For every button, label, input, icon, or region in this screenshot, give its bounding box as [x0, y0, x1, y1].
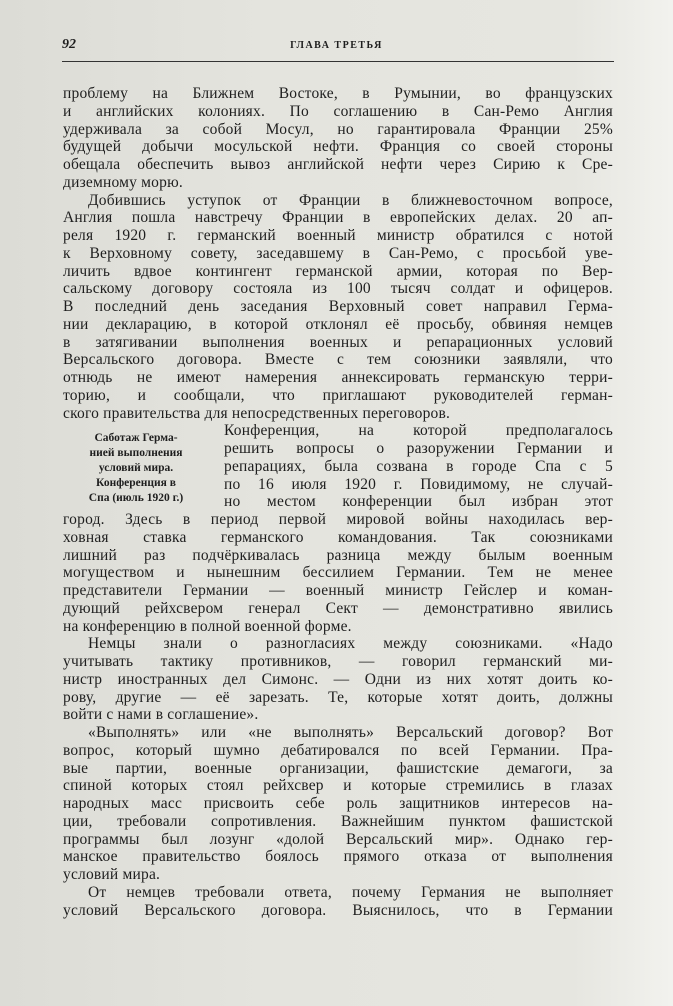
text-line: Добившись уступок от Франции в ближневосточном вопросе, [88, 191, 613, 209]
text-line: В последний день заседания Верховный совет направил Герма- [63, 298, 613, 315]
text-line: условий Версальского договора. Выяснилось, что в Германии [63, 901, 613, 919]
margin-note-line: условий мира. [98, 462, 174, 474]
text-line: условий мира. [63, 866, 161, 883]
margin-note-line: Спа (июль 1920 г.) [88, 492, 184, 504]
text-line: ского правительства для непосредственных переговоров. [63, 404, 451, 422]
text-line: репарациях, была созвана в городе Спа с 5 [224, 457, 613, 475]
text-line: реля 1920 г. германский военный министр обратился с нотой [63, 227, 613, 244]
text-line: войти с нами в соглашение». [63, 706, 259, 724]
text-line: рову, другие — её зарезать. Те, которые хотят доить, должны [63, 688, 613, 706]
margin-note-line: Конференция в [96, 477, 176, 489]
margin-note-line: Саботаж Герма- [94, 432, 178, 444]
text-line: народных масс присвоить себе роль защитников интересов на- [63, 795, 613, 812]
text-line: лишний раз подчёркивалась разница между былым военным [63, 546, 613, 564]
text-line: удерживала за собой Мосул, но гарантировала Франции 25% [63, 120, 613, 138]
text-line: От немцев требовали ответа, почему Германия не выполняет [88, 883, 613, 901]
text-line: сальскому договору состояла из 100 тысяч солдат и офицеров. [63, 280, 613, 298]
text-line: вопрос, который шумно дебатировался по всей Германии. Пра- [63, 741, 613, 759]
text-line: ховная ставка германского командования. Так союзниками [63, 528, 613, 546]
text-line: личить вдвое контингент германской армии, которая по Вер- [63, 262, 613, 280]
text-line: в затягивании выполнения военных и репарационных условий [63, 333, 613, 351]
running-head: ГЛАВА ТРЕТЬЯ [290, 40, 383, 51]
page-number: 92 [62, 37, 76, 52]
text-line: на конференцию в полной военной форме. [63, 617, 352, 635]
text-line: нистр иностранных дел Симонс. — Одни из них хотят доить ко- [63, 670, 613, 688]
text-line: по 16 июля 1920 г. Повидимому, не случай- [224, 475, 613, 493]
text-line: проблему на Ближнем Востоке, в Румынии, во французских [63, 85, 613, 102]
text-line: учитывать тактику противников, — говорил германский ми- [63, 653, 613, 670]
text-line: Англия пошла навстречу Франции в европейских делах. 20 ап- [63, 209, 613, 227]
text-line: «Выполнять» или «не выполнять» Версальский договор? Вот [88, 724, 613, 741]
text-line: город. Здесь в период первой мировой войны находилась вер- [63, 511, 613, 528]
text-line: ции, требовали сопротивления. Важнейшим пунктом фашистской [63, 812, 613, 830]
text-line: манское правительство боялось прямого отказа от выполнения [63, 848, 613, 866]
text-line: к Верховному совету, заседавшему в Сан-Ремо, с просьбой уве- [63, 244, 613, 262]
text-line: решить вопросы о разоружении Германии и [224, 440, 613, 457]
text-line: спиной которых стоял рейхсвер и которые стремились в глазах [63, 777, 613, 795]
text-line: дующий рейхсвером генерал Сект — демонстративно явились [63, 599, 613, 617]
text-line: торию, и сообщали, что приглашают руководителей герман- [63, 386, 613, 404]
text-line: но местом конференции был избран этот [224, 493, 613, 511]
text-line: представители Германии — военный министр Гейслер и коман- [63, 582, 613, 599]
text-line: обещала обеспечить вывоз английской нефти через Сирию к Сре- [63, 156, 613, 173]
text-line: Немцы знали о разногласиях между союзниками. «Надо [88, 635, 613, 653]
text-line: Конференция, на которой предполагалось [224, 422, 613, 440]
text-line: диземному морю. [63, 173, 183, 191]
text-line: нии декларацию, в которой отклонял её просьбу, обвиняя немцев [63, 315, 613, 333]
margin-note-line: нией выполнения [89, 447, 183, 459]
text-line: Версальского договора. Вместе с тем союзники заявляли, что [63, 351, 613, 369]
text-line: могуществом и нынешним бессилием Германии. Тем не менее [63, 564, 613, 582]
text-line: будущей добычи мосульской нефти. Франция со своей стороны [63, 138, 613, 156]
text-line: и английских колониях. По соглашению в Сан-Ремо Англия [63, 102, 613, 120]
header-rule [62, 61, 614, 62]
margin-note [66, 431, 206, 506]
text-line: программы был лозунг «долой Версальский мир». Однако гер- [63, 830, 613, 848]
text-line: вые партии, военные организации, фашистские демагоги, за [63, 759, 613, 777]
text-line: отнюдь не имеют намерения аннексировать германскую терри- [63, 369, 613, 386]
